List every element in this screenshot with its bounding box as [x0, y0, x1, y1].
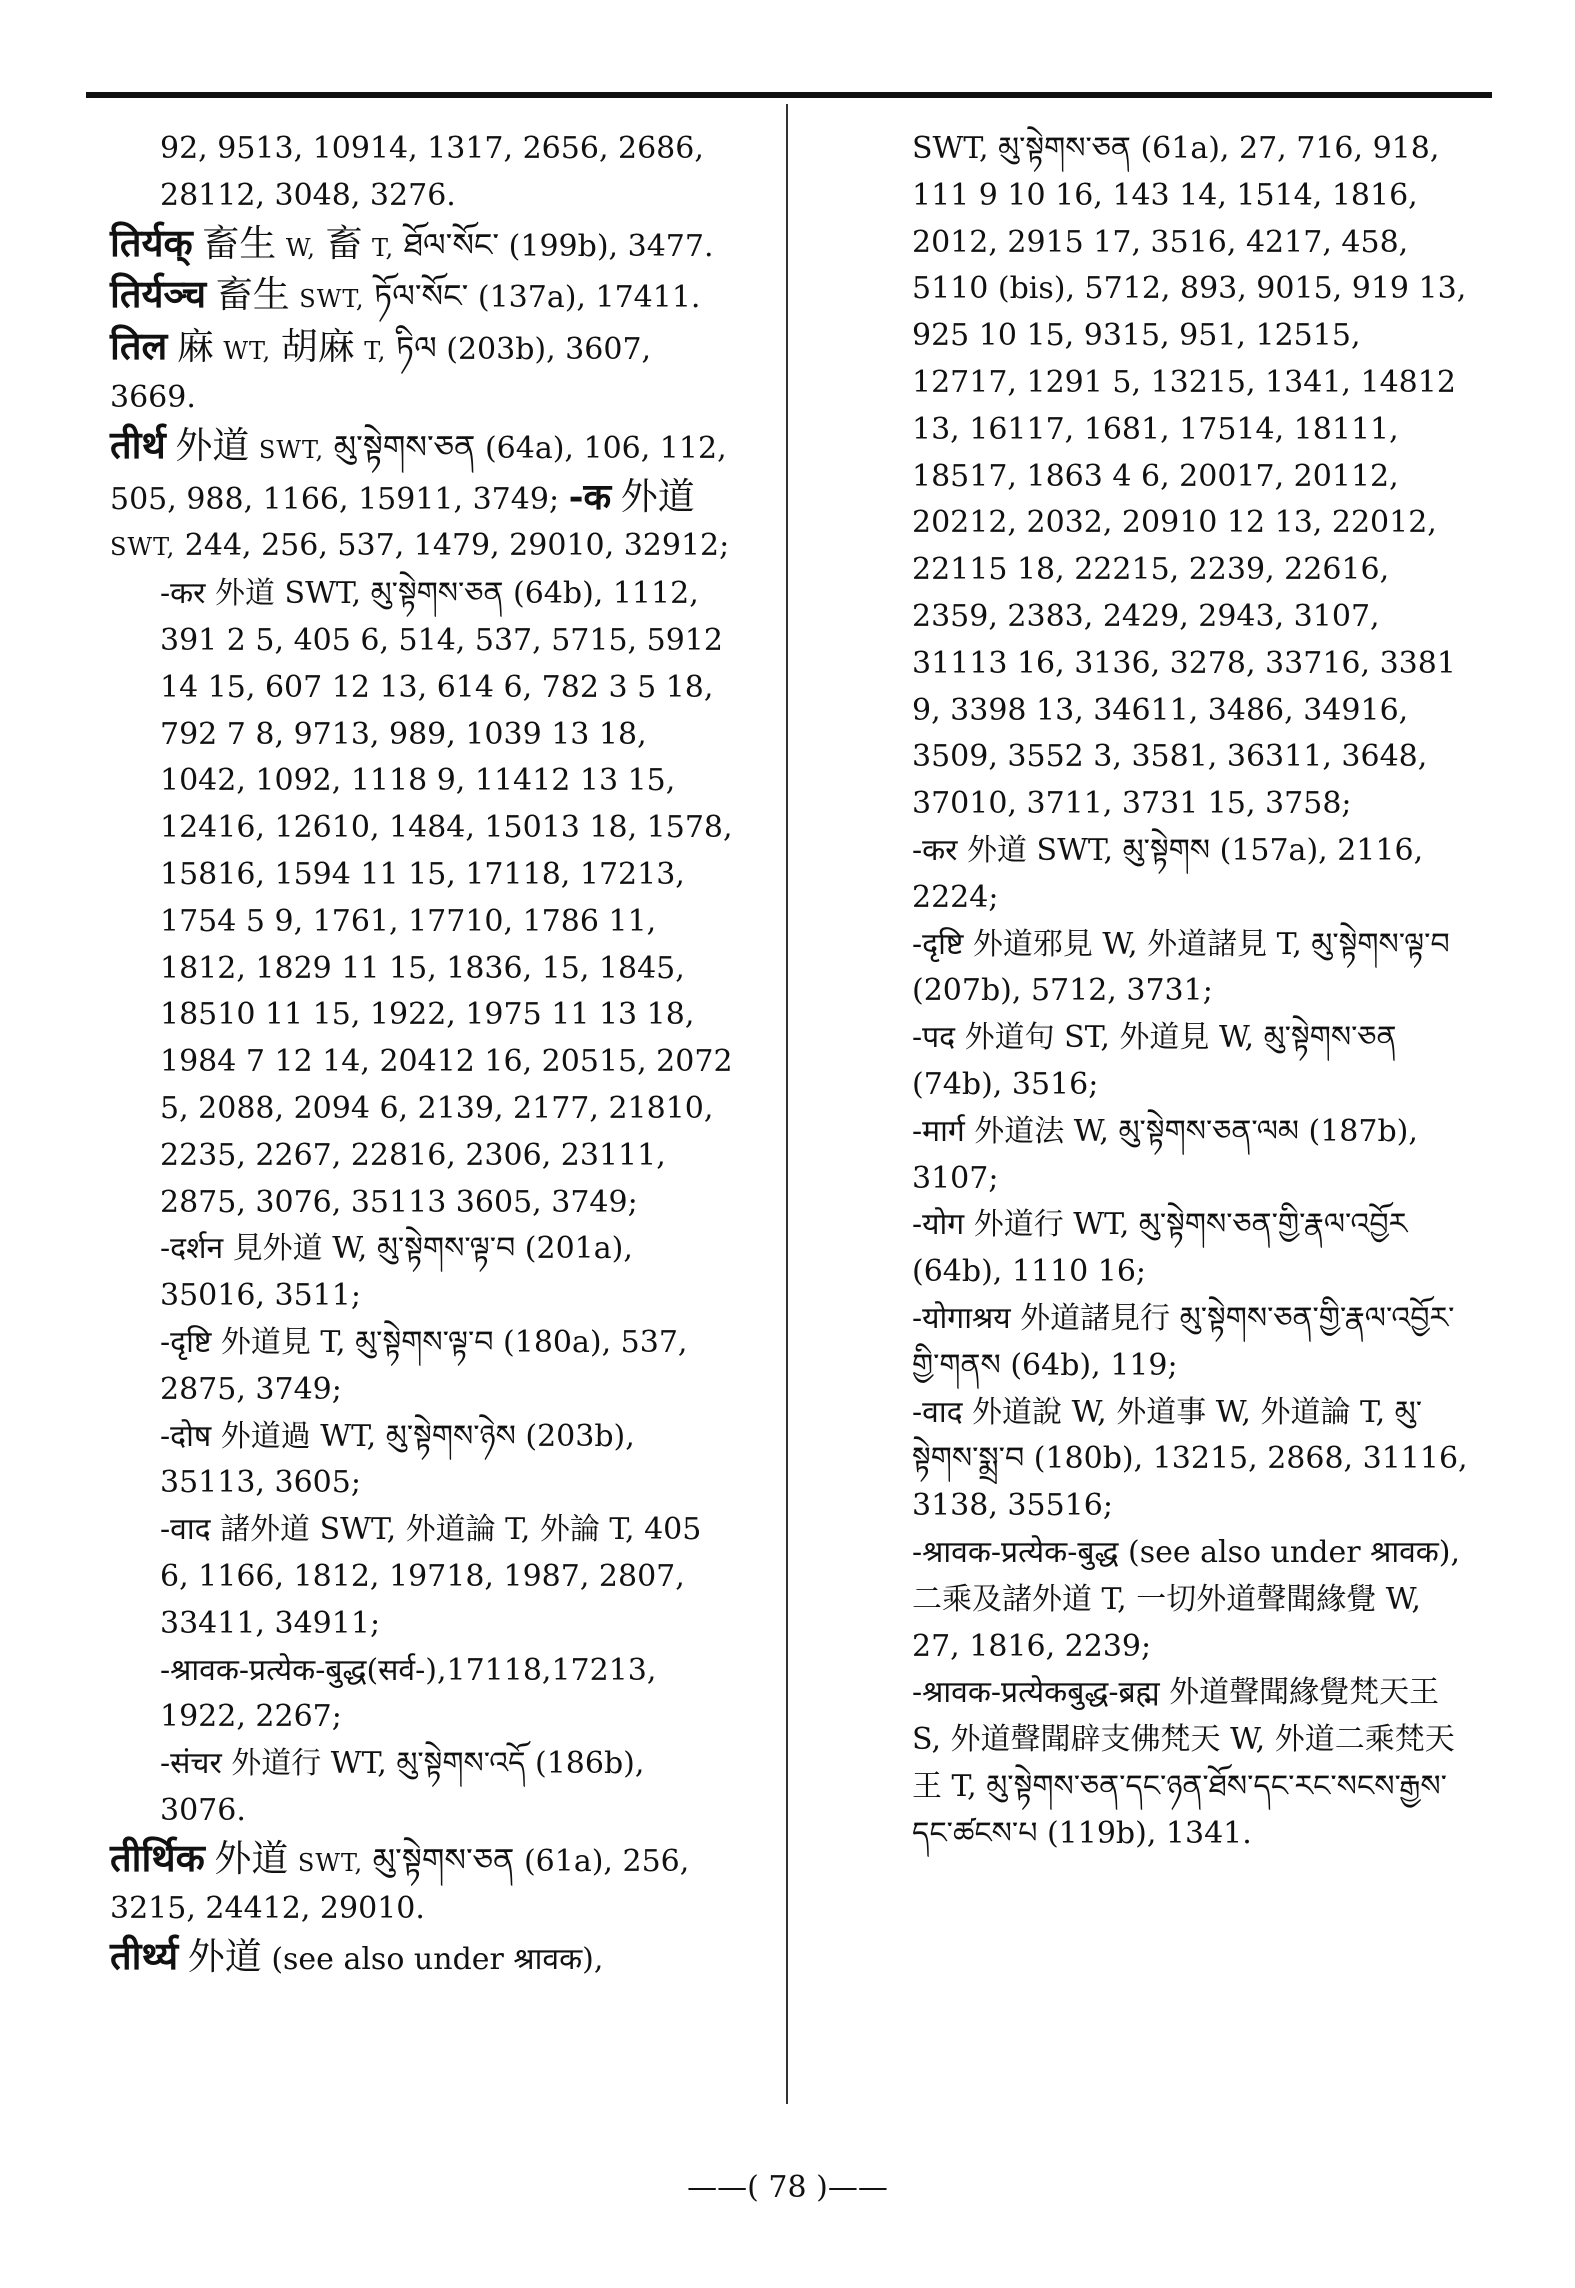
entry-chinese: 畜生	[202, 221, 277, 265]
entry-chinese: 外道	[175, 423, 250, 467]
entry-headword: तीर्थ	[110, 421, 166, 467]
entry-chinese: 麻	[176, 325, 214, 369]
entry-subheadword: -क	[568, 475, 612, 518]
entry-references: (61a), 256, 3215, 24412, 29010.	[110, 1843, 690, 1927]
dictionary-entry	[110, 1933, 738, 1984]
dictionary-entry: -मार्ग 外道法 W, མུ་སྟེགས་ཅན་ལམ (187b), 3107;	[912, 1113, 1418, 1196]
dictionary-entry: -योगाश्रय 外道諸見行 མུ་སྟེགས་ཅན་གྱི་རྣལ་འབྱོར་གྱི་གནས (64b), 119;	[912, 1300, 1455, 1383]
dictionary-entry: -दोष 外道過 WT, མུ་སྟེགས་ཉེས (203b), 35113, 3605;	[160, 1418, 635, 1501]
entry-chinese: 外道	[187, 1935, 262, 1979]
dictionary-entry	[110, 422, 738, 571]
entry-headword: तीर्थ्य	[110, 1933, 179, 1979]
top-rule	[86, 92, 1492, 98]
entry-references: (199b), 3477.	[508, 228, 714, 264]
dictionary-entry: -श्रावक-प्रत्येक-बुद्ध(सर्व-),17118,17213, 1922, 2267;	[160, 1652, 657, 1735]
entry-chinese: 外道	[214, 1836, 289, 1880]
entry-tibetan: མུ་སྟེགས་ཅན	[372, 1840, 515, 1879]
entry-sub-source: SWT,	[110, 533, 176, 562]
dictionary-entry: -योग 外道行 WT, མུ་སྟེགས་ཅན་གྱི་རྣལ་འབྱོར (64b), 1110 16;	[912, 1207, 1408, 1290]
entry-tibetan: ཏོལ་སོང་	[374, 277, 469, 316]
dictionary-entry	[110, 1835, 738, 1934]
entry-source: SWT,	[297, 1848, 364, 1877]
dictionary-entry: -वाद 諸外道 SWT, 外道論 T, 外論 T, 405 6, 1166, 1812, 19718, 1987, 2807, 33411, 34911;	[160, 1512, 702, 1641]
dictionary-entry	[110, 271, 738, 323]
entry-chinese-alt: 胡麻	[280, 325, 355, 369]
dictionary-entry: -कर 外道 SWT, མུ་སྟེགས་ཅན (64b), 1112, 391 2 5, 405 6, 514, 537, 5715, 5912 14 15, 607 12 13, 614 6, 782 3 5 18, 792 7 8, 9713, 989, 1039 13 18, 1042, 1092, 1118 9, 11412 13 15, 12416, 12610, 1484, 15013 18, 1578, 15816, 1594 11 15, 17118, 17213, 1754 5 9, 1761, 17710, 1786 11, 1812, 1829 11 15, 1836, 15, 1845, 18510 11 15, 1922, 1975 11 13 18, 1984 7 12 14, 20412 16, 20515, 2072 5, 2088, 2094 6, 2139, 2177, 21810, 2235, 2267, 22816, 2306, 23111, 2875, 3076, 35113 3605, 3749;	[160, 576, 733, 1220]
entry-headword: तिर्यञ्च	[110, 271, 207, 317]
entry-chinese: 畜生	[215, 273, 290, 317]
entry-source: WT,	[223, 337, 272, 366]
right-column	[862, 126, 1474, 1857]
entry-source: W,	[285, 233, 316, 262]
left-column	[110, 126, 738, 1984]
entry-source-alt: T,	[372, 233, 395, 262]
entry-headword: तिल	[110, 323, 168, 369]
entry-references: (203b), 3607, 3669.	[110, 332, 652, 415]
entry-tibetan: མུ་སྟེགས་ཅན	[333, 427, 476, 466]
entry-source: SWT,	[258, 435, 325, 464]
page-footer: ——( 78 )——	[687, 2170, 888, 2205]
dictionary-entry: -वाद 外道說 W, 外道事 W, 外道論 T, མུ་སྟེགས་སྨྲ་བ (180b), 13215, 2868, 31116, 3138, 35516;	[912, 1394, 1468, 1524]
dictionary-entry: -कर 外道 SWT, མུ་སྟེགས (157a), 2116, 2224;	[912, 832, 1424, 915]
entry-sub-references: 244, 256, 537, 1479, 29010, 32912;	[184, 528, 730, 564]
dictionary-entry: -पद 外道句 ST, 外道見 W, མུ་སྟེགས་ཅན (74b), 3516;	[912, 1020, 1397, 1102]
dictionary-entry: -श्रावक-प्रत्येकबुद्ध-ब्रह्म 外道聲聞緣覺梵天王 S, 外道聲聞辟支佛梵天 W, 外道二乘梵天王 T, མུ་སྟེགས་ཅན་དང་ཉན་ཐོས་དང་རང་སངས་རྒྱས་དང་ཚངས་པ (119b), 1341.	[912, 1675, 1455, 1851]
entry-references: (137a), 17411.	[477, 280, 701, 316]
entry-headword: तीर्थिक	[110, 1834, 205, 1880]
entry-source: SWT,	[299, 285, 365, 314]
entry-references: (see also under श्रावक),	[271, 1942, 604, 1978]
dictionary-entry: -दर्शन 見外道 W, མུ་སྟེགས་ལྟ་བ (201a), 35016, 3511;	[160, 1231, 633, 1314]
entry-tibetan: ཐོལ་སོང་	[403, 225, 500, 264]
dictionary-entry: SWT, མུ་སྟེགས་ཅན (61a), 27, 716, 918, 111 9 10 16, 143 14, 1514, 1816, 2012, 2915 17, 3516, 4217, 458, 5110 (bis), 5712, 893, 9015, 919 13, 925 10 15, 9315, 951, 12515, 12717, 1291 5, 13215, 1341, 14812 13, 16117, 1681, 17514, 18111, 18517, 1863 4 6, 20017, 20112, 20212, 2032, 20910 12 13, 22012, 22115 18, 22215, 2239, 22616, 2359, 2383, 2429, 2943, 3107, 31113 16, 3136, 3278, 33716, 3381 9, 3398 13, 34611, 3486, 34916, 3509, 3552 3, 3581, 36311, 3648, 37010, 3711, 3731 15, 3758;	[912, 131, 1467, 822]
entry-tibetan: ཏིལ	[395, 329, 437, 368]
entry-source-alt: T,	[364, 337, 387, 366]
dictionary-entry: -संचर 外道行 WT, མུ་སྟེགས་འདོ (186b), 3076.	[160, 1746, 645, 1828]
entry-chinese-alt: 畜	[325, 221, 363, 265]
page-number: 78	[768, 2170, 807, 2205]
dictionary-entry: -श्रावक-प्रत्येक-बुद्ध (see also under श्रावक), 二乘及諸外道 T, 一切外道聲聞緣覺 W, 27, 1816, 2239;	[912, 1534, 1461, 1664]
column-divider	[786, 104, 788, 2104]
dictionary-entry	[110, 323, 738, 422]
entry-references: (64a), 106, 112, 505, 988, 1166, 15911, 3749;	[110, 430, 727, 517]
dictionary-entry: -दृष्टि 外道見 T, མུ་སྟེགས་ལྟ་བ (180a), 537, 2875, 3749;	[160, 1324, 688, 1407]
dictionary-entry: -दृष्टि 外道邪見 W, 外道諸見 T, མུ་སྟེགས་ལྟ་བ (207b), 5712, 3731;	[912, 926, 1450, 1009]
dictionary-entry	[110, 220, 738, 272]
entry-sub-chinese: 外道	[620, 474, 695, 518]
dictionary-entry: 92, 9513, 10914, 1317, 2656, 2686, 28112, 3048, 3276.	[160, 131, 704, 213]
entry-headword: तिर्यक्	[110, 219, 193, 265]
